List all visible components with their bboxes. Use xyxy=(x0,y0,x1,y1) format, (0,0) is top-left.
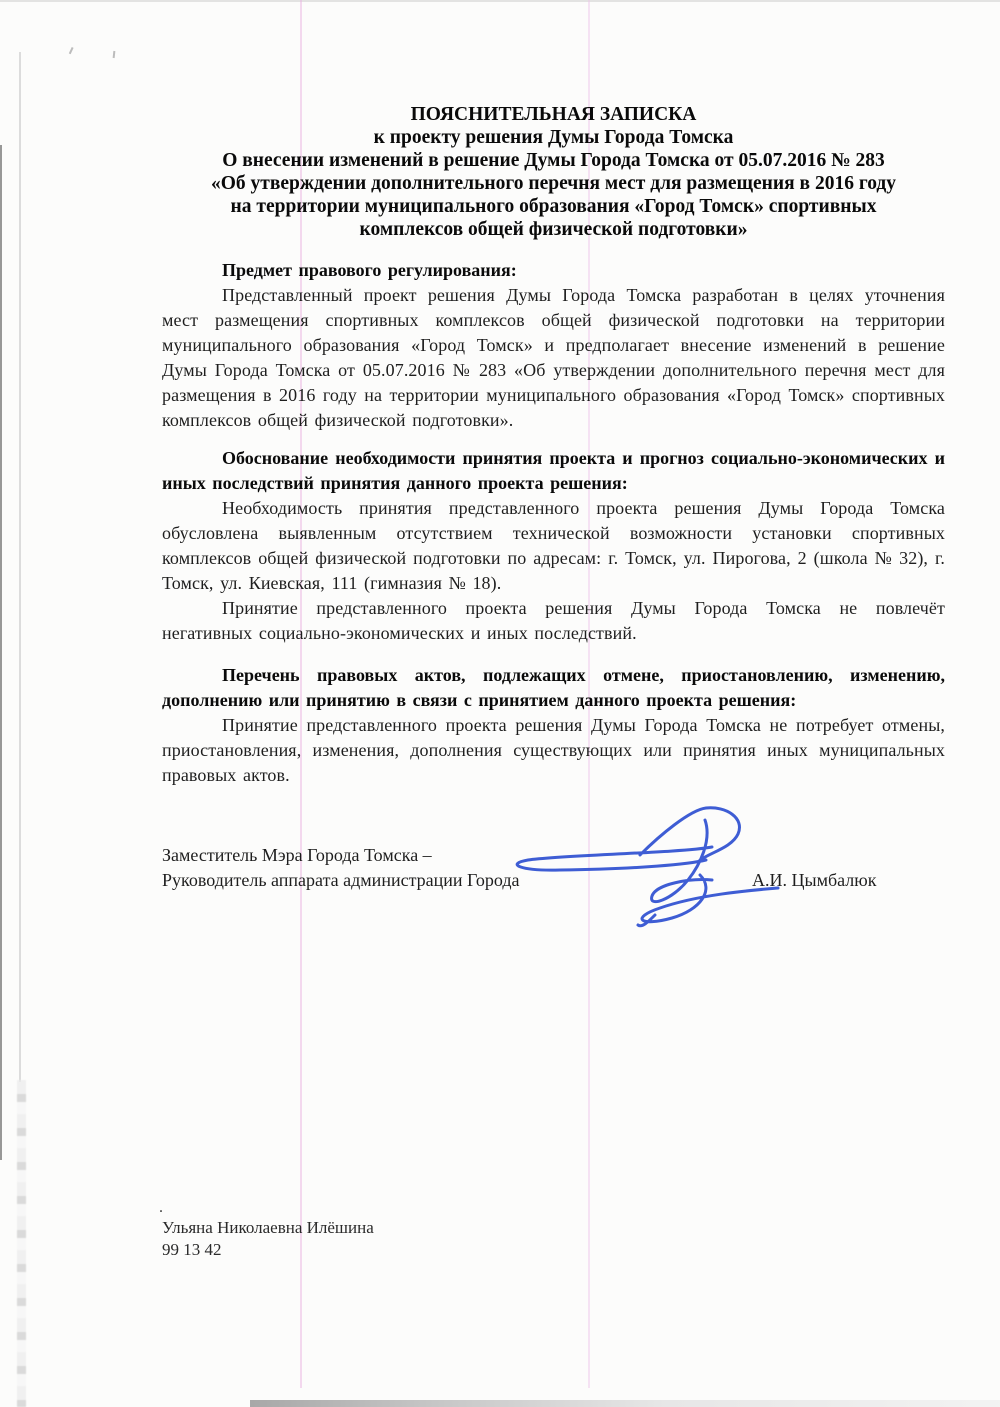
scan-left-light-line xyxy=(19,52,21,1082)
title-line-4: «Об утверждении дополнительного перечня мест для размещения в 2016 году xyxy=(211,173,896,194)
signer-name: А.И. Цымбалюк xyxy=(752,870,877,890)
section-legal-acts-heading: Перечень правовых актов, подлежащих отмене, приостановлению, изменению, дополнению или принятию в связи с принятием данного проекта решения: xyxy=(162,665,945,710)
section-subject-heading: Предмет правового регулирования: xyxy=(222,260,517,280)
executor-phone: 99 13 42 xyxy=(162,1240,222,1259)
title-line-1: ПОЯСНИТЕЛЬНАЯ ЗАПИСКА xyxy=(410,104,697,125)
scan-speck xyxy=(113,51,116,58)
section-subject xyxy=(162,258,945,433)
title-line-5: на территории муниципального образования «Город Томск» спортивных xyxy=(230,196,877,217)
section-subject-paragraph: Представленный проект решения Думы Города Томска разработан в целях уточнения мест размещения спортивных комплексов общей физической подготовки на территории муниципального образования «Город Томск» и предполагает внесение изменений в решение Думы Города Томска от 05.07.2016 № 283 «Об утверждении дополнительного перечня мест для размещения в 2016 году на территории муниципального образования «Город Томск» спортивных комплексов общей физической подготовки». xyxy=(162,285,945,430)
stray-period-mark: . xyxy=(159,1199,163,1216)
section-justification-heading: Обоснование необходимости принятия проекта и прогноз социально-экономических и иных последствий принятия данного проекта решения: xyxy=(162,448,945,493)
section-justification xyxy=(162,446,945,646)
section-justification-paragraph-2: Принятие представленного проекта решения Думы Города Томска не повлечёт негативных социально-экономических и иных последствий. xyxy=(162,598,945,643)
section-legal-acts-paragraph: Принятие представленного проекта решения Думы Города Томска не потребует отмены, приостановления, изменения, дополнения существующих или принятия иных муниципальных правовых актов. xyxy=(162,715,945,785)
document-content xyxy=(162,0,945,1261)
signature-block xyxy=(162,843,945,898)
scan-speck xyxy=(69,47,77,56)
executor-block xyxy=(162,1217,945,1261)
scan-left-edge-line xyxy=(0,145,2,1160)
section-justification-paragraph-1: Необходимость принятия представленного проекта решения Думы Города Томска обусловлена выявленным отсутствием технической возможности установки спортивных комплексов общей физической подготовки по адресам: г. Томск, ул. Пирогова, 2 (школа № 32), г. Томск, ул. Киевская, 111 (гимназия № 18). xyxy=(162,498,945,593)
title-line-6: комплексов общей физической подготовки» xyxy=(359,219,748,240)
signer-position-line-2: Руководитель аппарата администрации Города xyxy=(162,870,520,890)
scan-left-jagged-strip xyxy=(17,1080,26,1407)
scan-bottom-strip xyxy=(250,1400,1000,1407)
document-title xyxy=(162,0,945,241)
section-legal-acts xyxy=(162,663,945,788)
title-line-2: к проекту решения Думы Города Томска xyxy=(373,127,734,148)
title-line-3: О внесении изменений в решение Думы Города Томска от 05.07.2016 № 283 xyxy=(222,150,885,171)
executor-name: Ульяна Николаевна Илёшина xyxy=(162,1218,374,1237)
signer-position-line-1: Заместитель Мэра Города Томска – xyxy=(162,845,432,865)
